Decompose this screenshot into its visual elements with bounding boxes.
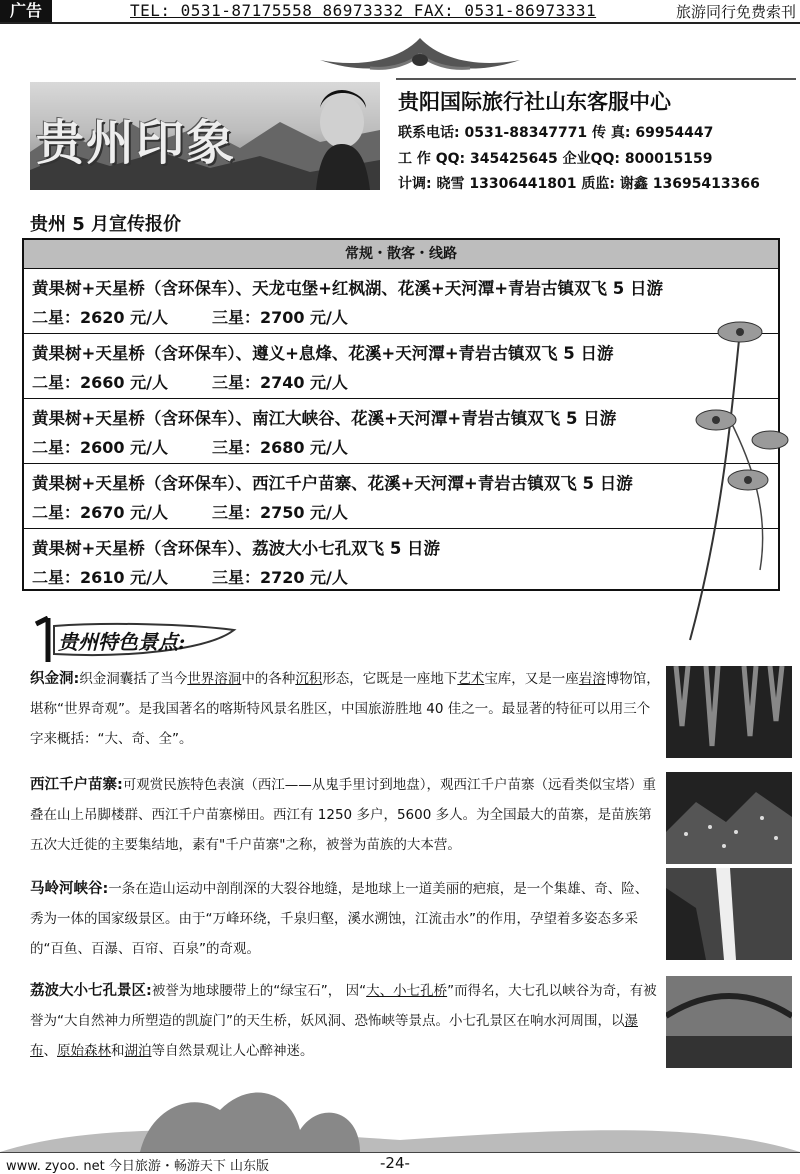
route-price [32,500,348,523]
route-name: 黄果树+天星桥（含环保车）、遵义+息烽、花溪+天河潭+青岩古镇双飞 5 日游 [32,344,614,363]
footer [0,1152,800,1173]
price-table-header: 常规・散客・线路 [24,240,778,269]
contact-line-1: 联系电话: 0531-88347771 传 真: 69954447 [398,125,714,141]
header-slogan: 旅游同行免费索刊 [675,3,796,21]
top-bar [0,0,800,24]
route-name: 黄果树+天星桥（含环保车）、南江大峡谷、花溪+天河潭+青岩古镇双飞 5 日游 [32,409,617,428]
attraction-text: 大、小七孔桥 [366,983,448,999]
attraction-xijiang [30,770,660,860]
header-rule [396,78,796,80]
photo-cave [666,666,792,758]
price-three-star: 三星：2720 元/人 [211,568,348,587]
agency-name: 贵阳国际旅行社山东客服中心 [398,90,671,114]
attraction-text: 、 [43,1043,57,1059]
attraction-text: 沉积 [295,671,323,687]
ornament-top [300,30,540,78]
page-number: -24- [380,1154,410,1172]
route-name: 黄果树+天星桥（含环保车）、西江千户苗寨、花溪+天河潭+青岩古镇双飞 5 日游 [32,474,633,493]
attraction-text: 湖泊 [124,1043,152,1059]
route-name: 黄果树+天星桥（含环保车）、荔波大小七孔双飞 5 日游 [32,539,441,558]
route-price [32,435,348,458]
photo-bridge [666,976,792,1068]
attraction-text: 岩溶 [578,671,606,687]
price-three-star: 三星：2680 元/人 [211,438,348,457]
attraction-text: 博物馆，堪称“世界奇观”。是我国著名的喀斯特风景名胜区，中国旅游胜地 40 佳之一。最显著的特征可以用三个字来概括：“大、奇、全”。 [30,671,660,747]
attraction-text: 原始森林 [57,1043,111,1059]
banner-title: 贵州印象 [36,115,237,171]
attraction-name: 马岭河峡谷: [30,881,109,897]
attraction-text: 可观赏民族特色表演（西江——从鬼手里讨到地盘），观西江千户苗寨（远看类似宝塔）重叠在山上吊脚楼群、西江千户苗寨梯田。西江有 1250 多户，5600 多人。为全国最大的苗寨，是苗族第五次大迁徙的主要集结地，素有"千户苗寨"之称，被誉为苗族的大本营。 [30,777,657,853]
route-price [32,565,348,588]
attraction-text: 艺术 [457,671,485,687]
attraction-text: 和 [111,1043,125,1059]
contact-line-2: 工 作 QQ: 345425645 企业QQ: 800015159 [398,151,713,167]
price-two-star: 二星：2660 元/人 [32,373,168,392]
contact-line-3: 计调: 晓雪 13306441801 质监: 谢鑫 13695413366 [398,176,760,192]
attraction-text: 等自然景观让人心醉神迷。 [151,1043,314,1059]
lotus-decoration [0,1060,800,1152]
attraction-text: 瀑布 [30,1013,638,1059]
header-contact: TEL: 0531-87175558 86973332 FAX: 0531-86973331 [130,1,597,20]
footer-site: www. zyoo. net 今日旅游・畅游天下 山东版 [6,1159,270,1174]
attraction-text: 一条在造山运动中剖削深的大裂谷地缝，是地球上一道美丽的疤痕，是一个集雄、奇、险、秀为一体的国家级景区。由于“万峰环绕，千泉归壑，溪水溯蚀，江流击水”的作用，孕望着多姿态多采的“百鱼、百瀑、百帘、百泉”的奇观。 [30,881,649,957]
price-section-title: 贵州 5 月宣传报价 [30,214,182,235]
attraction-text: 形态，它既是一座地下 [322,671,458,687]
price-two-star: 二星：2610 元/人 [32,568,168,587]
attraction-text: 织金洞囊括了当今 [79,671,188,687]
flower-decoration [660,310,800,650]
photo-village [666,772,792,864]
attraction-libo [30,976,660,1066]
price-two-star: 二星：2600 元/人 [32,438,168,457]
price-three-star: 三星：2740 元/人 [211,373,348,392]
banner-image [30,82,380,190]
route-name: 黄果树+天星桥（含环保车）、天龙屯堡+红枫湖、花溪+天河潭+青岩古镇双飞 5 日游 [32,279,664,298]
price-two-star: 二星：2670 元/人 [32,503,168,522]
attraction-zhijin [30,664,660,754]
attraction-name: 织金洞: [30,671,80,687]
attraction-text: 被誉为地球腰带上的“绿宝石”， 因“ [151,983,367,999]
price-three-star: 三星：2700 元/人 [211,308,348,327]
features-heading: 贵州特色景点: [58,630,186,654]
attraction-name: 西江千户苗寨: [30,777,123,793]
ad-tag: 广告 [0,0,52,22]
attraction-text: 中的各种 [241,671,296,687]
attraction-text: 宝库，又是一座 [484,671,579,687]
attraction-text: ”而得名，大七孔以峡谷为奇，有被誉为“大自然神力所塑造的凯旋门”的天生桥，妖风洞、恐怖峡等景点。小七孔景区在响水河周围，以 [30,983,657,1029]
attraction-name: 荔波大小七孔景区: [30,983,152,999]
photo-gorge [666,868,792,960]
price-two-star: 二星：2620 元/人 [32,308,168,327]
attraction-malinghe [30,874,660,964]
attraction-text: 世界溶洞 [187,671,242,687]
route-price [32,305,348,328]
price-three-star: 三星：2750 元/人 [211,503,348,522]
route-price [32,370,348,393]
